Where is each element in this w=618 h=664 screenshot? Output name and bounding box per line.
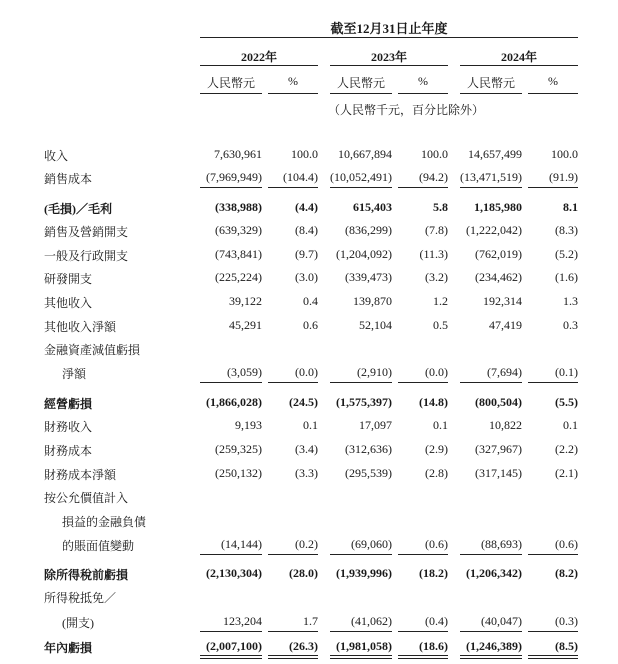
subtotal-rule — [460, 187, 522, 188]
currency-header: 人民幣元 — [336, 76, 385, 90]
percent-cell: (2.1) — [555, 466, 578, 480]
amount-cell: (7,694) — [487, 365, 522, 379]
amount-cell: (327,967) — [475, 442, 522, 456]
total-double-rule — [330, 655, 392, 659]
percent-cell: (26.3) — [289, 639, 318, 653]
percent-cell: (0.6) — [425, 537, 448, 551]
amount-cell: (1,981,058) — [336, 639, 392, 653]
percent-cell: 100.0 — [291, 147, 318, 161]
amount-cell: (259,325) — [215, 442, 262, 456]
percent-cell: 1.7 — [303, 614, 318, 628]
year-rule — [460, 65, 578, 66]
subtotal-rule — [330, 554, 392, 555]
row-label: 銷售成本 — [44, 172, 93, 186]
subtotal-rule — [528, 187, 578, 188]
percent-cell: (7.8) — [425, 223, 448, 237]
amount-cell: (88,693) — [481, 537, 522, 551]
subtotal-rule — [268, 187, 318, 188]
amount-cell: (234,462) — [475, 270, 522, 284]
total-double-rule — [268, 655, 318, 659]
percent-cell: (3.4) — [295, 442, 318, 456]
period-title: 截至12月31日止年度 — [330, 21, 448, 36]
subtotal-rule — [398, 554, 448, 555]
amount-cell: (639,329) — [215, 223, 262, 237]
percent-cell: (14.8) — [419, 395, 448, 409]
subtotal-rule — [330, 631, 392, 632]
row-label: 經營虧損 — [44, 397, 93, 411]
amount-cell: 52,104 — [359, 318, 392, 332]
percent-cell: (4.4) — [295, 200, 318, 214]
amount-cell: 615,403 — [353, 200, 392, 214]
percent-cell: (1.6) — [555, 270, 578, 284]
row-label: 其他收入 — [44, 296, 93, 310]
percent-cell: 100.0 — [421, 147, 448, 161]
subtotal-rule — [528, 554, 578, 555]
row-label: 淨額 — [62, 367, 87, 381]
amount-cell: (295,539) — [345, 466, 392, 480]
row-label: 除所得稅前虧損 — [44, 568, 129, 582]
amount-cell: (2,130,304) — [206, 566, 262, 580]
row-label: (開支) — [62, 616, 94, 630]
percent-header: % — [288, 74, 298, 88]
amount-cell: 7,630,961 — [214, 147, 262, 161]
total-double-rule — [460, 655, 522, 659]
sub-rule — [330, 93, 392, 94]
amount-cell: (800,504) — [475, 395, 522, 409]
year-rule — [330, 65, 448, 66]
row-label: (毛損)／毛利 — [44, 202, 112, 216]
row-label: 按公允價值計入 — [44, 491, 129, 505]
header-rule — [200, 37, 578, 38]
percent-cell: (8.5) — [555, 639, 578, 653]
unit-note: （人民幣千元，百分比除外） — [328, 103, 485, 117]
percent-cell: (104.4) — [283, 170, 318, 184]
subtotal-rule — [268, 382, 318, 383]
amount-cell: (14,144) — [221, 537, 262, 551]
amount-cell: (69,060) — [351, 537, 392, 551]
amount-cell: (40,047) — [481, 614, 522, 628]
subtotal-rule — [460, 554, 522, 555]
percent-cell: 1.2 — [433, 294, 448, 308]
percent-cell: (18.2) — [419, 566, 448, 580]
percent-cell: (5.5) — [555, 395, 578, 409]
amount-cell: (1,206,342) — [466, 566, 522, 580]
percent-cell: (18.6) — [419, 639, 448, 653]
sub-rule — [200, 93, 262, 94]
amount-cell: 47,419 — [489, 318, 522, 332]
percent-cell: 0.1 — [433, 418, 448, 432]
row-label: 銷售及營銷開支 — [44, 225, 129, 239]
amount-cell: (3,059) — [227, 365, 262, 379]
percent-cell: (2.8) — [425, 466, 448, 480]
percent-cell: 0.3 — [563, 318, 578, 332]
subtotal-rule — [528, 382, 578, 383]
amount-cell: (743,841) — [215, 247, 262, 261]
amount-cell: (836,299) — [345, 223, 392, 237]
amount-cell: (317,145) — [475, 466, 522, 480]
percent-cell: (2.9) — [425, 442, 448, 456]
currency-header: 人民幣元 — [206, 76, 255, 90]
total-double-rule — [200, 655, 262, 659]
amount-cell: 123,204 — [223, 614, 262, 628]
amount-cell: (1,575,397) — [336, 395, 392, 409]
percent-cell: (94.2) — [419, 170, 448, 184]
year-2024: 2024年 — [500, 50, 537, 64]
percent-cell: (0.1) — [555, 365, 578, 379]
row-label: 財務收入 — [44, 420, 93, 434]
amount-cell: (7,969,949) — [206, 170, 262, 184]
amount-cell: (250,132) — [215, 466, 262, 480]
percent-cell: 0.5 — [433, 318, 448, 332]
subtotal-rule — [528, 631, 578, 632]
row-label: 研發開支 — [44, 272, 93, 286]
row-label: 的賬面值變動 — [62, 539, 135, 553]
amount-cell: 9,193 — [235, 418, 262, 432]
subtotal-rule — [200, 631, 262, 632]
amount-cell: (338,988) — [215, 200, 262, 214]
amount-cell: (1,246,389) — [466, 639, 522, 653]
subtotal-rule — [200, 187, 262, 188]
percent-cell: 0.4 — [303, 294, 318, 308]
percent-cell: (0.6) — [555, 537, 578, 551]
row-label: 其他收入淨額 — [44, 320, 117, 334]
percent-header: % — [548, 74, 558, 88]
row-label: 金融資產減值虧損 — [44, 343, 141, 357]
row-label: 所得稅抵免／ — [44, 591, 117, 605]
percent-cell: 5.8 — [433, 200, 448, 214]
percent-cell: (0.0) — [425, 365, 448, 379]
amount-cell: (1,204,092) — [336, 247, 392, 261]
percent-cell: (91.9) — [549, 170, 578, 184]
percent-cell: (2.2) — [555, 442, 578, 456]
percent-cell: (24.5) — [289, 395, 318, 409]
amount-cell: 139,870 — [353, 294, 392, 308]
subtotal-rule — [200, 554, 262, 555]
total-double-rule — [528, 655, 578, 659]
percent-cell: 100.0 — [551, 147, 578, 161]
row-label: 財務成本淨額 — [44, 468, 117, 482]
percent-cell: (3.0) — [295, 270, 318, 284]
total-double-rule — [398, 655, 448, 659]
percent-cell: 0.1 — [303, 418, 318, 432]
percent-cell: 1.3 — [563, 294, 578, 308]
subtotal-rule — [398, 631, 448, 632]
sub-rule — [398, 93, 448, 94]
amount-cell: (1,866,028) — [206, 395, 262, 409]
amount-cell: 39,122 — [229, 294, 262, 308]
currency-header: 人民幣元 — [466, 76, 515, 90]
subtotal-rule — [330, 187, 392, 188]
percent-cell: (8.4) — [295, 223, 318, 237]
percent-cell: (0.0) — [295, 365, 318, 379]
amount-cell: (2,007,100) — [206, 639, 262, 653]
percent-cell: (5.2) — [555, 247, 578, 261]
sub-rule — [528, 93, 578, 94]
year-2023: 2023年 — [370, 50, 407, 64]
subtotal-rule — [268, 631, 318, 632]
subtotal-rule — [398, 187, 448, 188]
amount-cell: 45,291 — [229, 318, 262, 332]
year-rule — [200, 65, 318, 66]
percent-cell: (28.0) — [289, 566, 318, 580]
percent-cell: (8.3) — [555, 223, 578, 237]
percent-header: % — [418, 74, 428, 88]
percent-cell: 0.1 — [563, 418, 578, 432]
amount-cell: (1,939,996) — [336, 566, 392, 580]
percent-cell: 0.6 — [303, 318, 318, 332]
amount-cell: (41,062) — [351, 614, 392, 628]
percent-cell: (0.3) — [555, 614, 578, 628]
percent-cell: (11.3) — [419, 247, 448, 261]
amount-cell: (1,222,042) — [466, 223, 522, 237]
amount-cell: (339,473) — [345, 270, 392, 284]
percent-cell: 8.1 — [563, 200, 578, 214]
amount-cell: (10,052,491) — [330, 170, 392, 184]
amount-cell: 10,822 — [489, 418, 522, 432]
subtotal-rule — [460, 382, 522, 383]
amount-cell: (2,910) — [357, 365, 392, 379]
subtotal-rule — [398, 382, 448, 383]
amount-cell: (762,019) — [475, 247, 522, 261]
amount-cell: (13,471,519) — [460, 170, 522, 184]
year-2022: 2022年 — [240, 50, 277, 64]
row-label: 一般及行政開支 — [44, 249, 129, 263]
subtotal-rule — [268, 554, 318, 555]
subtotal-rule — [200, 382, 262, 383]
amount-cell: 1,185,980 — [474, 200, 522, 214]
subtotal-rule — [330, 382, 392, 383]
subtotal-rule — [460, 631, 522, 632]
percent-cell: (0.4) — [425, 614, 448, 628]
percent-cell: (0.2) — [295, 537, 318, 551]
sub-rule — [268, 93, 318, 94]
percent-cell: (3.3) — [295, 466, 318, 480]
row-label: 財務成本 — [44, 444, 93, 458]
row-label: 損益的金融負債 — [62, 515, 147, 529]
row-label: 收入 — [44, 149, 69, 163]
amount-cell: 10,667,894 — [338, 147, 392, 161]
percent-cell: (8.2) — [555, 566, 578, 580]
amount-cell: 14,657,499 — [468, 147, 522, 161]
amount-cell: 17,097 — [359, 418, 392, 432]
percent-cell: (3.2) — [425, 270, 448, 284]
amount-cell: 192,314 — [483, 294, 522, 308]
row-label: 年內虧損 — [44, 641, 93, 655]
sub-rule — [460, 93, 522, 94]
amount-cell: (225,224) — [215, 270, 262, 284]
amount-cell: (312,636) — [345, 442, 392, 456]
percent-cell: (9.7) — [295, 247, 318, 261]
